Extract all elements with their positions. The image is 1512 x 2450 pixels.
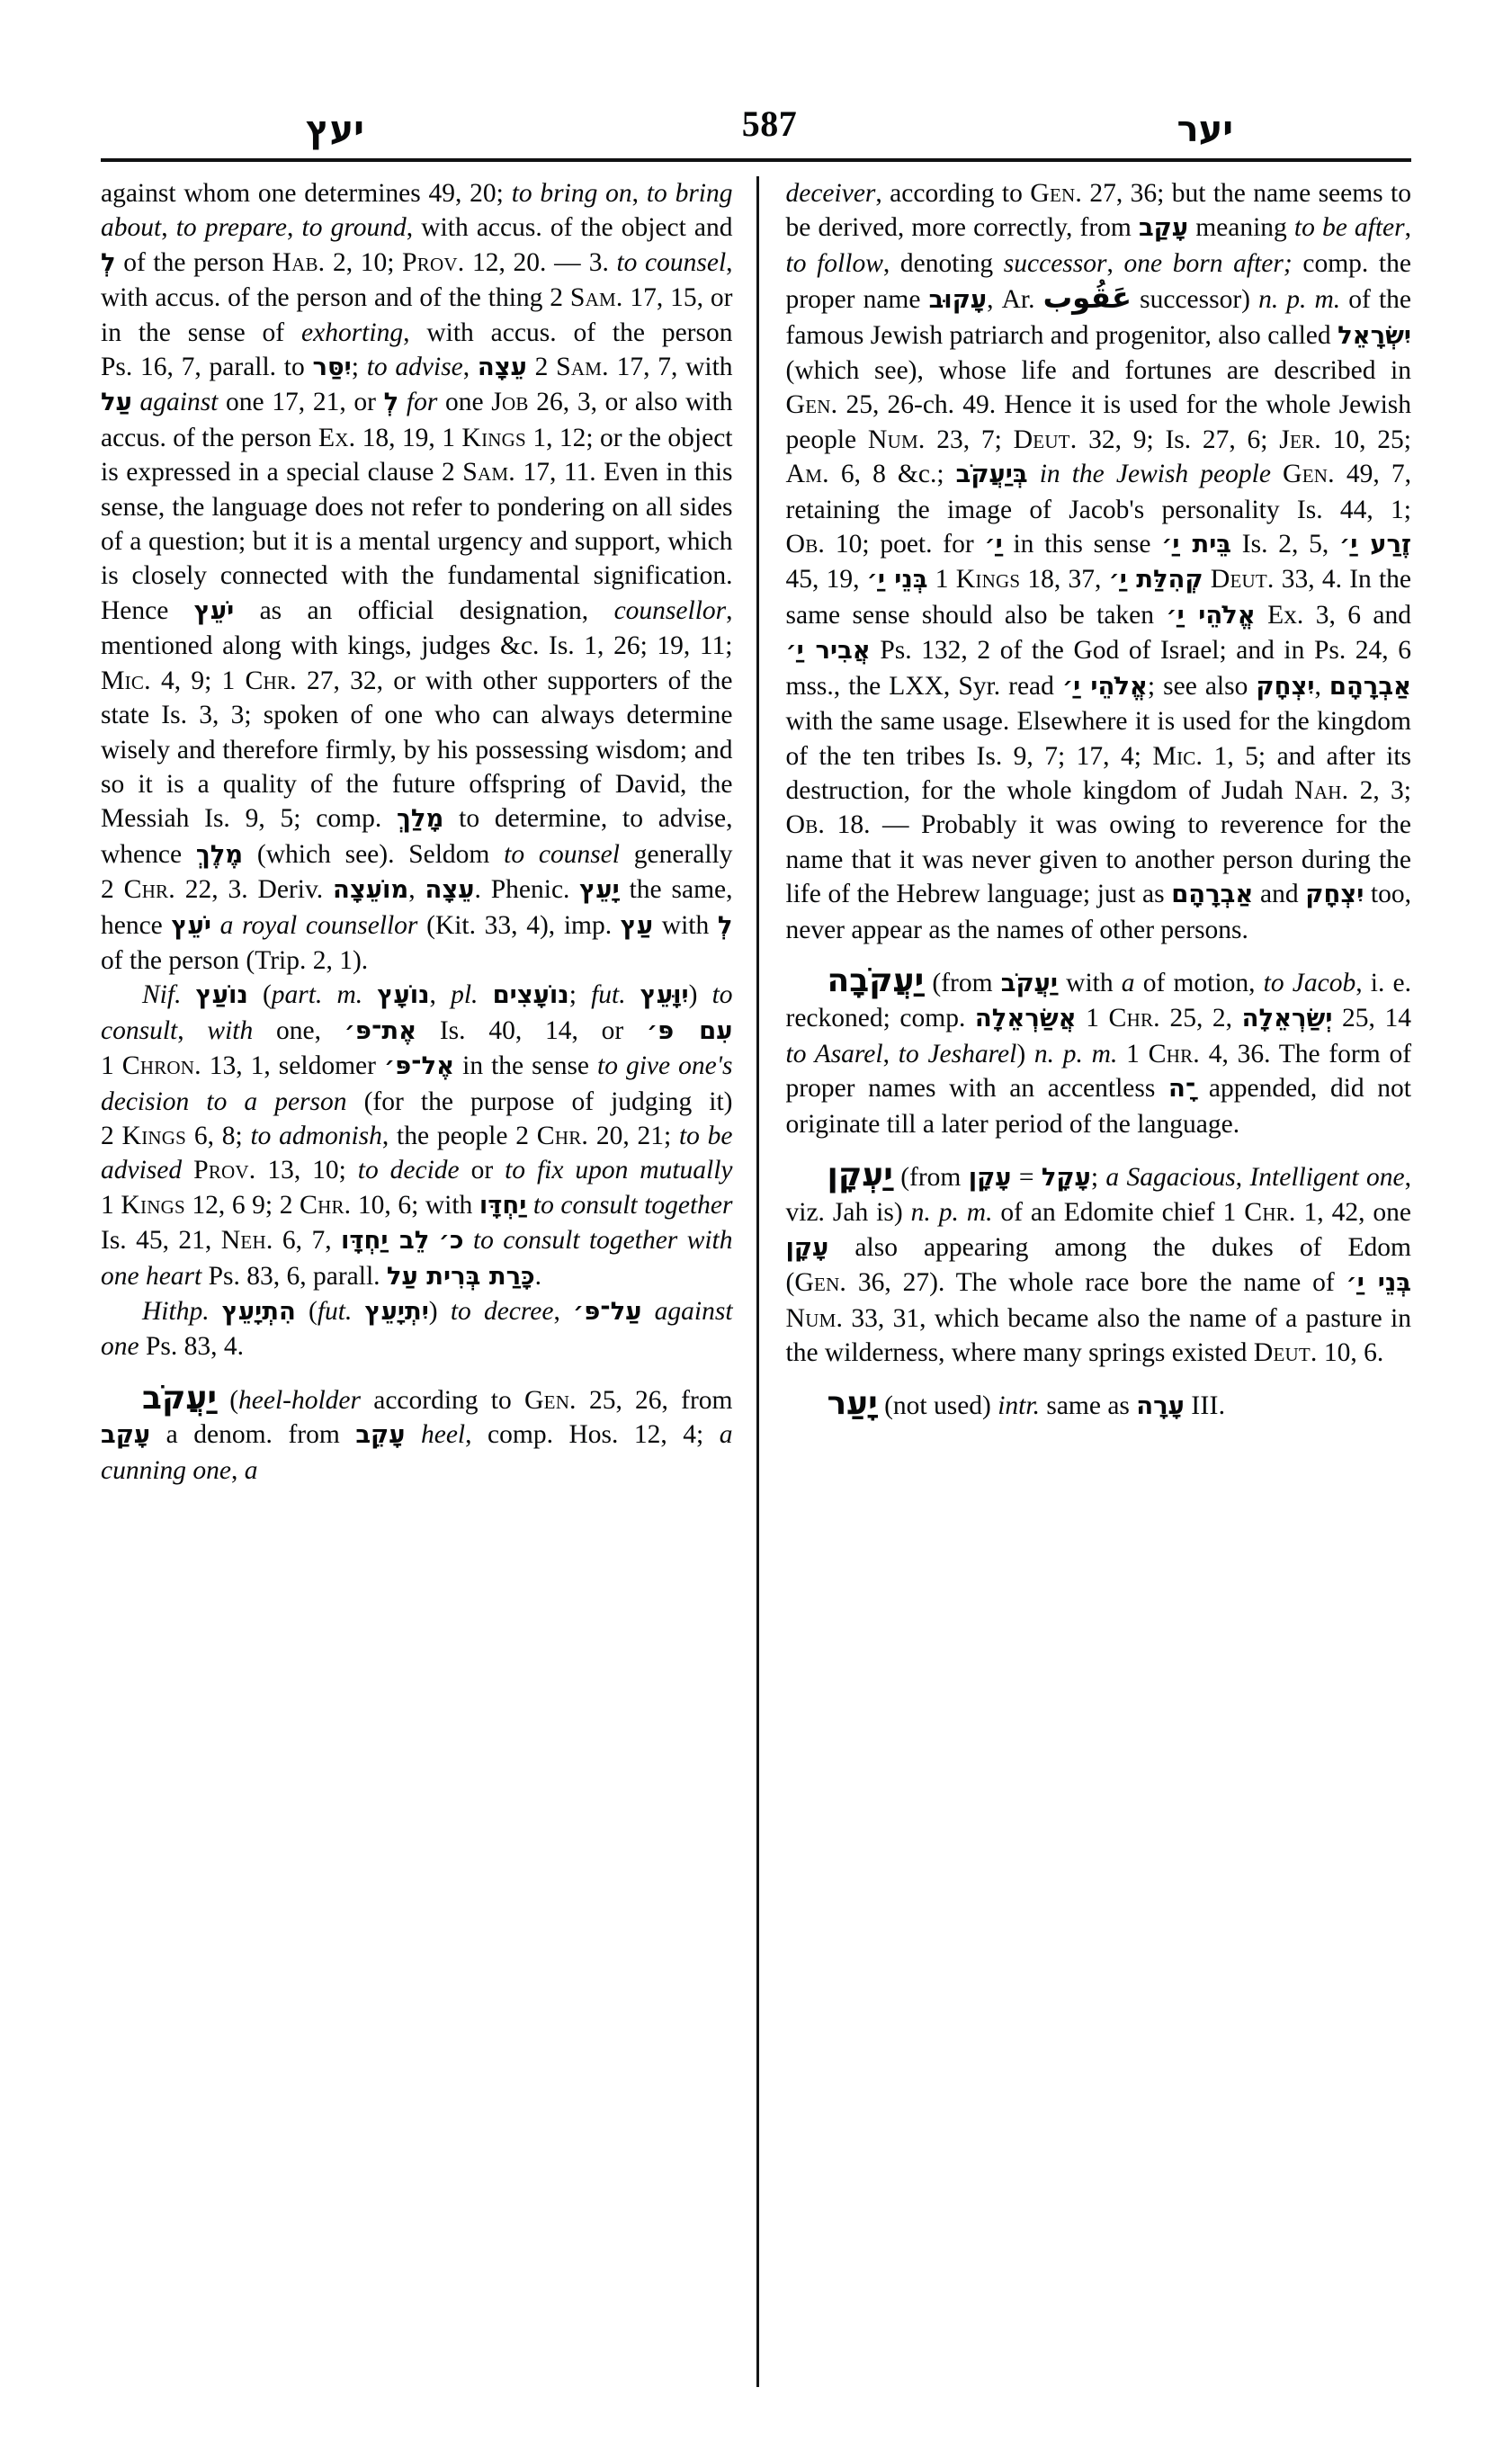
running-head-hebrew-right: יער xyxy=(1176,109,1234,150)
entry-yaaqobah: יַעֲקֹבָה (from יַעֲקֹב with a of motion, to Jacob, i. e. reckoned; comp. אֲשַׂרְאֵלָה 1 Chr. 25, 2, יְשַׂרְאֵלָה 25, 14 to Asarel, to Jesharel) n. p. m. 1 Chr. 4, 36. The form of proper names with an accentless ־ָה appended, did not originate till a later period of the language. xyxy=(785,961,1412,1139)
hebrew-he-suffix: ־ָה xyxy=(1168,1075,1196,1104)
running-head-hebrew-left: יעץ xyxy=(306,109,364,150)
hebrew-noatzim: נוֹעָצִים xyxy=(492,981,569,1010)
lemma-yaaqan: יַעְקָן xyxy=(827,1156,893,1194)
entry-niphal: Nif. נוֹעַץ (part. m. נוֹעָץ, pl. נוֹעָצִים; fut. יִוָּעֵץ) to consult, with one, אֶת־פּ׳ Is. 40, 14, or עִם פּ׳ 1 Chron. 13, 1, seldomer אֶל־פּ׳ in the sense to give one's decision to a person (for the purpose of judging it) 2 Kings 6, 8; to admonish, the people 2 Chr. 20, 21; to be advised Prov. 13, 10; to decide or to fix upon mutually 1 Kings 12, 6 9; 2 Chr. 10, 6; with יַחְדָּו to consult together Is. 45, 21, Neh. 6, 7, לֵב יַחְדָּו כ׳ to consult together with one heart Ps. 83, 6, parall. כָּרַת בְּרִית עַל. xyxy=(101,980,733,1291)
hebrew-moetzah: מוֹעֵצָה xyxy=(333,876,409,905)
hebrew-abir-ya: אֲבִיר יַ׳ xyxy=(785,637,871,666)
hebrew-yitzhaq: יִצְחָק xyxy=(1256,672,1315,701)
entry-hithpael: Hithp. הִתְיָעֵץ (fut. יִתְיָעֵץ) to decree, עַל־פּ׳ against one Ps. 83, 4. xyxy=(101,1297,733,1362)
hebrew-aqal: עָקָל xyxy=(1041,1163,1091,1192)
hebrew-beyaaqob: בְּיַעֲקֹב xyxy=(955,460,1028,489)
hebrew-yesarelah: יְשַׂרְאֵלָה xyxy=(1241,1005,1333,1033)
hebrew-etzah-2: עֵצָה xyxy=(425,876,475,905)
entry-yaar: יָעַר (not used) intr. same as עָרָה III. xyxy=(827,1385,1226,1423)
two-column-body xyxy=(101,176,1411,2387)
arabic-aqub: عَقُوب xyxy=(1042,281,1132,316)
hebrew-yaaqob-r: יַעֲקֹב xyxy=(1000,969,1058,997)
hebrew-yivvaetz: יִוָּעֵץ xyxy=(640,981,689,1010)
entry-yaaqob: יַעֲקֹב (heel-holder according to Gen. 25, 26, from עָקַב a denom. from עָקֵב heel, comp. Hos. 12, 4; a cunning one, a xyxy=(101,1379,733,1485)
hebrew-yisrael: יִשְׂרָאֵל xyxy=(1338,321,1411,350)
hebrew-le-3: לְ xyxy=(717,911,733,940)
right-column xyxy=(756,176,1412,2387)
page-number: 587 xyxy=(741,103,798,144)
hebrew-atz: עַץ xyxy=(620,911,654,940)
hebrew-yahdav: יַחְדָּו xyxy=(479,1191,527,1220)
hebrew-yaetz: יָעֵץ xyxy=(579,876,620,905)
hebrew-al-p: עַל־פּ׳ xyxy=(573,1298,642,1326)
hebrew-le-2: לְ xyxy=(383,389,399,417)
hebrew-bnei-ya-2: בְּנֵי יַ׳ xyxy=(1346,1269,1412,1298)
hebrew-yoetz-2: יֹעֵץ xyxy=(171,911,211,940)
running-head-right xyxy=(924,106,1413,150)
running-head-left xyxy=(99,106,615,150)
hebrew-lev-yahdav: לֵב יַחְדָּו xyxy=(341,1227,430,1256)
hebrew-melekh: מֶלֶךְ xyxy=(195,840,244,869)
entry-yaaqan: יַעְקָן (from עָקָן = עָקָל; a Sagacious, Intelligent one, viz. Jah is) n. p. m. of an Edomite chief 1 Chr. 1, 42, one עָקָן also appearing among the dukes of Edom (Gen. 36, 27). The whole race bore the name of בְּנֵי יַ׳ Num. 33, 31, which became also the name of a pasture in the wilderness, where many springs existed Deut. 10, 6. xyxy=(785,1156,1412,1367)
hebrew-aqan: עָקָן xyxy=(968,1163,1012,1192)
hebrew-yissar: יִסַּר xyxy=(312,353,352,382)
hebrew-etzah: עֵצָה xyxy=(477,353,527,382)
hebrew-kaf-apos: כ׳ xyxy=(438,1227,464,1256)
hebrew-noatz-part: נוֹעָץ xyxy=(377,981,430,1010)
hebrew-et-p: אֶת־פּ׳ xyxy=(344,1016,417,1045)
running-head xyxy=(99,79,1413,150)
hebrew-hithyaetz: הִתְיָעֵץ xyxy=(221,1298,296,1326)
hebrew-asarelah: אֲשַׂרְאֵלָה xyxy=(974,1005,1077,1033)
hebrew-elohei-ya: אֱלֹהֵי יַ׳ xyxy=(1166,601,1256,630)
hebrew-zera-ya: זֶרַע יַ׳ xyxy=(1339,531,1411,559)
hebrew-arah: עָרָה xyxy=(1136,1392,1185,1421)
running-head-center xyxy=(615,103,925,144)
lemma-yaaqob: יַעֲקֹב xyxy=(142,1379,217,1417)
hebrew-noatz: נוֹעַץ xyxy=(195,981,248,1010)
hebrew-ya-abbr: יַ׳ xyxy=(984,531,1003,559)
hebrew-aqeb: עָקֵב xyxy=(355,1421,406,1450)
hebrew-abraham-2: אַבְרָהָם xyxy=(1171,881,1254,909)
lemma-yaaqobah: יַעֲקֹבָה xyxy=(827,961,925,999)
hebrew-el-p: אֶל־פּ׳ xyxy=(383,1052,455,1081)
hebrew-yitzhaq-2: יִצְחָק xyxy=(1305,881,1364,909)
hebrew-karat-brit-al: כָּרַת בְּרִית עַל xyxy=(386,1262,535,1291)
hebrew-bnei-ya: בְּנֵי יַ׳ xyxy=(866,566,928,595)
header-rule xyxy=(101,158,1411,162)
hebrew-qehillat-ya: קְהִלַּת יַ׳ xyxy=(1108,566,1203,595)
hebrew-malakh: מָלַךְ xyxy=(397,805,444,834)
hebrew-aqab-r: עָקַב xyxy=(1138,214,1189,243)
hebrew-al: עַל xyxy=(101,389,132,417)
hebrew-beit-ya: בֵּית יַ׳ xyxy=(1161,531,1231,559)
entry-yaatz-continued: against whom one determines 49, 20; to bring on, to bring about, to prepare, to ground, with accus. of the object and לְ of the person Hab. 2, 10; Prov. 12, 20. — 3. to counsel, with accus. of the person and of the thing 2 Sam. 17, 15, or in the sense of exhorting, with accus. of the person Ps. 16, 7, parall. to יִסַּר; to advise, עֵצָה 2 Sam. 17, 7, with עַל against one 17, 21, or לְ for one Job 26, 3, or also with accus. of the person Ex. 18, 19, 1 Kings 1, 12; or the object is expressed in a special clause 2 Sam. 17, 11. Even in this sense, the language does not refer to pondering on all sides of a question; but it is a mental urgency and support, which is closely connected with the fundamental signification. Hence יֹעֵץ as an official designation, counsellor, mentioned along with kings, judges &c. Is. 1, 26; 19, 11; Mic. 4, 9; 1 Chr. 27, 32, or with other supporters of the state Is. 3, 3; spoken of one who can always determine wisely and therefore firmly, by his possessing wisdom; and so it is a quality of the future offspring of David, the Messiah Is. 9, 5; comp. מָלַךְ to determine, to advise, whence מֶלֶךְ (which see). Seldom to counsel generally 2 Chr. 22, 3. Deriv. מוֹעֵצָה, עֵצָה. Phenic. יָעֵץ the same, hence יֹעֵץ a royal counsellor (Kit. 33, 4), imp. עַץ with לְ of the person (Trip. 2, 1). xyxy=(101,179,733,975)
hebrew-elohei-ya-2: אֱלֹהֵי יַ׳ xyxy=(1061,672,1148,701)
hebrew-aqan-2: עָקָן xyxy=(785,1233,829,1262)
roman-numeral-iii: III. xyxy=(1191,1390,1226,1421)
hebrew-aqab: עָקַב xyxy=(101,1421,151,1450)
hebrew-le: לְ xyxy=(101,248,116,277)
hebrew-abraham: אַבְרָהָם xyxy=(1329,672,1412,701)
entry-yaaqob-continued: deceiver, according to Gen. 27, 36; but the name seems to be derived, more correctly, from עָקַב meaning to be after, to follow, denoting successor, one born after; comp. the proper name עָקוּב, Ar. عَقُوب successor) n. p. m. of the famous Jewish patriarch and progenitor, also called יִשְׂרָאֵל (which see), whose life and fortunes are described in Gen. 25, 26-ch. 49. Hence it is used for the whole Jewish people Num. 23, 7; Deut. 32, 9; Is. 27, 6; Jer. 10, 25; Am. 6, 8 &c.; בְּיַעֲקֹב in the Jewish people Gen. 49, 7, retaining the image of Jacob's personality Is. 44, 1; Ob. 10; poet. for יַ׳ in this sense בֵּית יַ׳ Is. 2, 5, זֶרַע יַ׳ 45, 19, בְּנֵי יַ׳ 1 Kings 18, 37, קְהִלַּת יַ׳ Deut. 33, 4. In the same sense should also be taken אֱלֹהֵי יַ׳ Ex. 3, 6 and אֲבִיר יַ׳ Ps. 132, 2 of the God of Israel; and in Ps. 24, 6 mss., the LXX, Syr. read אֱלֹהֵי יַ׳; see also יִצְחָק, אַבְרָהָם with the same usage. Elsewhere it is used for the kingdom of the ten tribes Is. 9, 7; 17, 4; Mic. 1, 5; and after its destruction, for the whole kingdom of Judah Nah. 2, 3; Ob. 18. — Probably it was owing to reverence for the name that it was never given to another person during the life of the Hebrew language; just as אַבְרָהָם and יִצְחָק too, never appear as the names of other persons. xyxy=(785,178,1412,944)
hebrew-yoetz: יֹעֵץ xyxy=(193,596,235,625)
hebrew-aqub: עָקוּב xyxy=(928,286,988,315)
lemma-yaar: יָעַר xyxy=(827,1385,878,1423)
hebrew-yithyaetz: יִתְיָעֵץ xyxy=(364,1298,429,1326)
hebrew-im-p: עִם פּ׳ xyxy=(647,1016,733,1045)
left-column xyxy=(101,176,756,2387)
